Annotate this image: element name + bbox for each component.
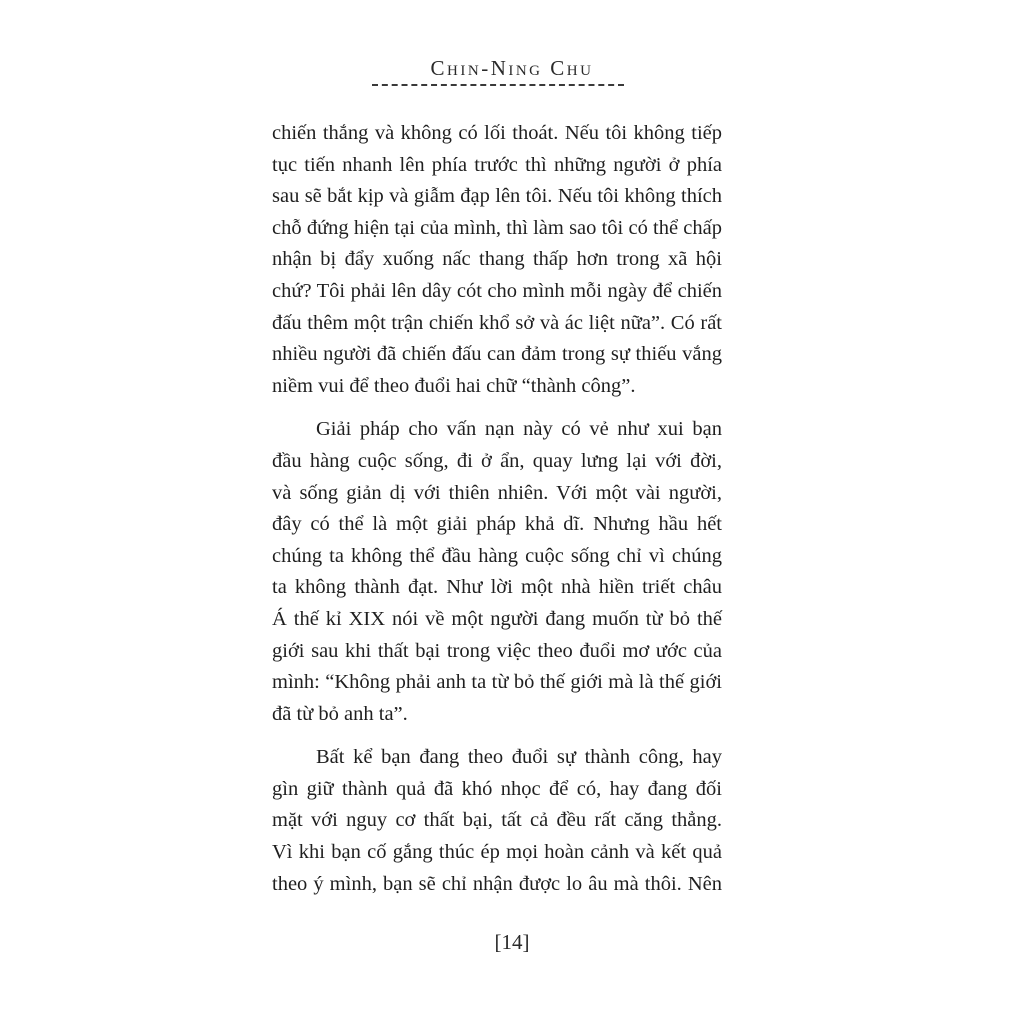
text-line: theo ý mình, bạn sẽ chỉ nhận được lo âu mà thôi. Nên [272,872,722,895]
text-line: ta không thành đạt. Như lời một nhà hiền triết châu [272,576,722,599]
text-line: Á thế kỉ XIX nói về một người đang muốn từ bỏ thế [272,607,722,630]
text-line: sau sẽ bắt kịp và giẫm đạp lên tôi. Nếu tôi không thích [272,185,722,208]
text-line: nhận bị đẩy xuống nấc thang thấp hơn trong xã hội [272,248,722,271]
text-line: Vì khi bạn cố gắng thúc ép mọi hoàn cảnh và kết quả [272,841,722,864]
paragraph-1 [272,118,722,402]
paragraph-2 [272,414,722,730]
text-line: nhiều người đã chiến đấu can đảm trong sự thiếu vắng [272,343,722,366]
text-line: tục tiến nhanh lên phía trước thì những người ở phía [272,153,722,176]
text-line: chứ? Tôi phải lên dây cót cho mình mỗi ngày để chiến [272,279,722,302]
text-line: đã từ bỏ anh ta”. [272,702,408,725]
text-line: đấu thêm một trận chiến khổ sở và ác liệt nữa”. Có rất [272,311,722,334]
text-line: đây có thể là một giải pháp khả dĩ. Nhưng hầu hết [272,513,722,536]
text-line: chỗ đứng hiện tại của mình, thì làm sao tôi có thể chấp [272,216,722,239]
text-line: chiến thắng và không có lối thoát. Nếu tôi không tiếp [272,122,722,144]
text-line: gìn giữ thành quả đã khó nhọc để có, hay đang đối [272,777,722,800]
text-line: Giải pháp cho vấn nạn này có vẻ như xui bạn [316,418,722,441]
paragraph-3 [272,742,722,900]
text-line: giới sau khi thất bại trong việc theo đuổi mơ ước của [272,639,722,662]
body-text [272,118,722,900]
text-line: niềm vui để theo đuổi hai chữ “thành công”. [272,374,636,397]
text-line: mình: “Không phải anh ta từ bỏ thế giới mà là thế giới [272,671,722,694]
header-dashed-rule [372,84,624,86]
text-line: và sống giản dị với thiên nhiên. Với một vài người, [272,481,722,504]
text-line: đầu hàng cuộc sống, đi ở ẩn, quay lưng lại với đời, [272,449,722,472]
running-header-author: Chin-Ning Chu [430,56,594,80]
text-line: chúng ta không thể đầu hàng cuộc sống chỉ vì chúng [272,544,722,567]
text-line: Bất kể bạn đang theo đuổi sự thành công, hay [316,746,722,769]
text-line: mặt với nguy cơ thất bại, tất cả đều rất căng thẳng. [272,809,722,832]
page-number: [14] [494,930,530,954]
